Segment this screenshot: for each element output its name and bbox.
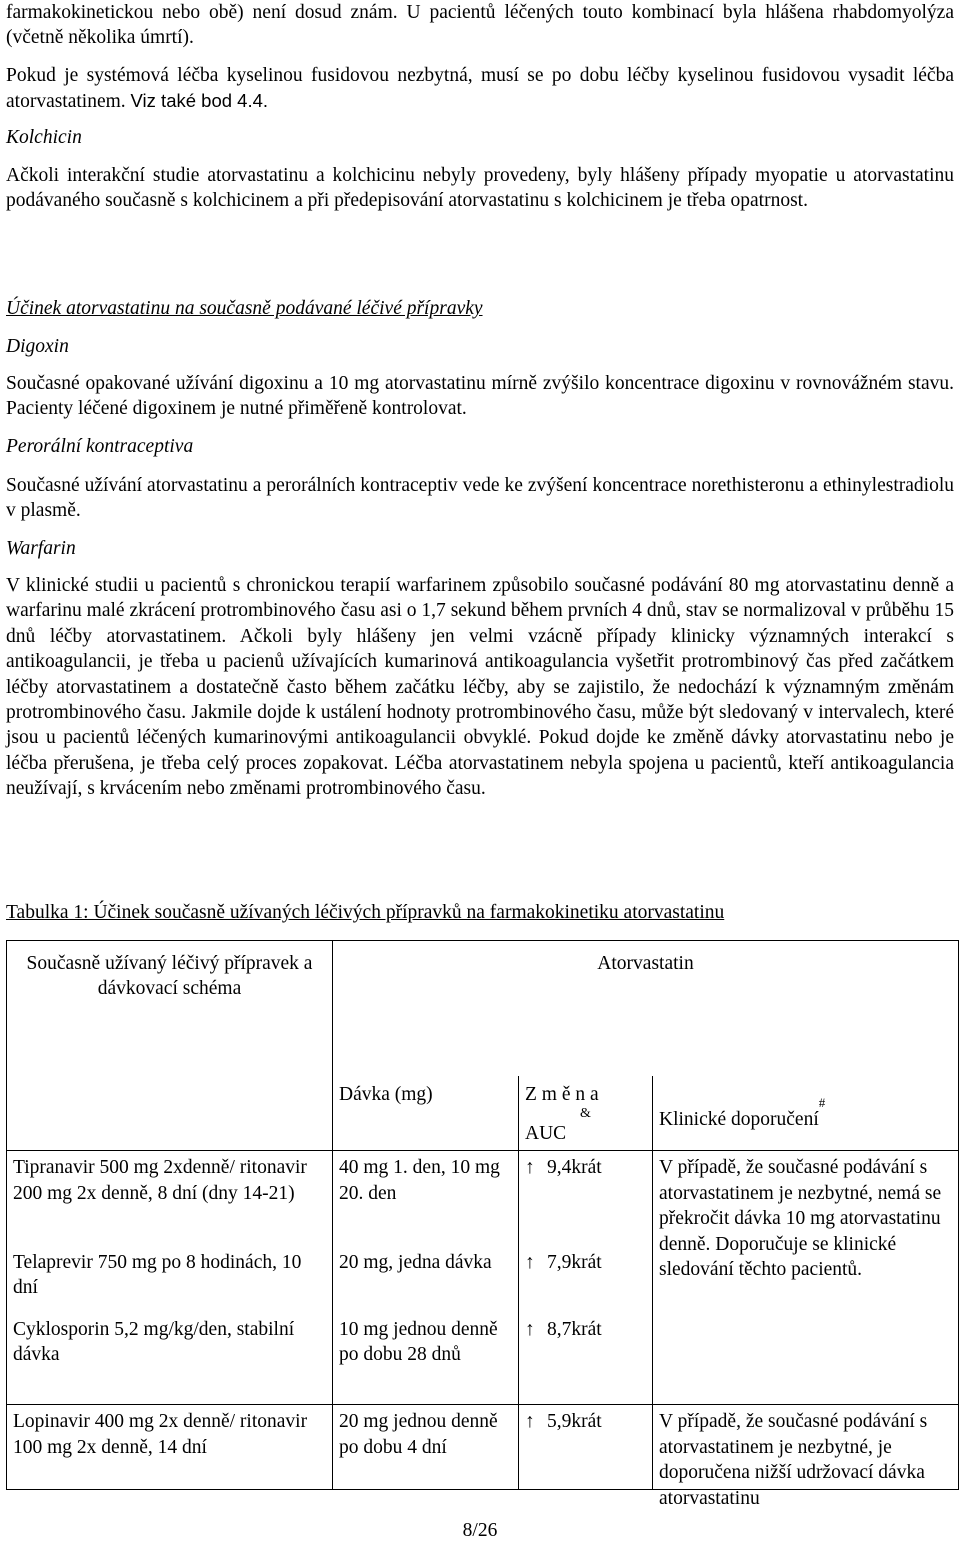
increase-arrow-icon: ↑ bbox=[525, 1251, 535, 1273]
header-dose: Dávka (mg) bbox=[333, 1076, 519, 1151]
header-change-label: Z m ě n a bbox=[525, 1083, 599, 1105]
row3-change-value: 8,7krát bbox=[547, 1318, 602, 1340]
row1-dose: 40 mg 1. den, 10 mg 20. den bbox=[333, 1151, 519, 1246]
table-caption: Tabulka 1: Účinek současně užívaných léčivých přípravků na farmakokinetiku atorvastatinu bbox=[6, 902, 725, 923]
rec-row4-text: V případě, že současné podávání s atorvastatinem je nezbytné, je doporučena nižší udržovací dávka atorvastatinu bbox=[659, 1411, 928, 1509]
paragraph-fusidic bbox=[6, 63, 954, 115]
heading-effect: Účinek atorvastatinu na současně podávané léčivé přípravky bbox=[6, 298, 483, 319]
header-recommendation-label: Klinické doporučení bbox=[659, 1108, 819, 1130]
row2-drug: Telaprevir 750 mg po 8 hodinách, 10 dní bbox=[7, 1246, 333, 1313]
table-row bbox=[7, 1405, 959, 1490]
increase-arrow-icon: ↑ bbox=[525, 1411, 535, 1433]
row1-change-value: 9,4krát bbox=[547, 1157, 602, 1179]
row4-change bbox=[519, 1405, 653, 1490]
rec-row4 bbox=[653, 1405, 959, 1509]
row4-change-value: 5,9krát bbox=[547, 1411, 602, 1433]
section-reference: Viz také bod 4.4. bbox=[130, 90, 269, 112]
paragraph-contraceptives: Současné užívání atorvastatinu a perorálních kontraceptiv vede ke zvýšení koncentrace norethisteronu a ethinylestradiolu v plasmě. bbox=[6, 475, 954, 522]
paragraph-kolchicin: Ačkoli interakční studie atorvastatinu a kolchicinu nebyly provedeny, byly hlášeny případy myopatie u atorvastatinu podávaného současně s kolchicinem a při předepisování atorvastatinu s kolchicinem je třeba opatrnost. bbox=[6, 165, 954, 212]
row1-drug: Tipranavir 500 mg 2xdenně/ ritonavir 200 mg 2x denně, 8 dní (dny 14-21) bbox=[7, 1151, 333, 1246]
header-change-sup: & bbox=[580, 1105, 591, 1121]
fusidic-text: Pokud je systémová léčba kyselinou fusidovou nezbytná, musí se po dobu léčby kyselinou fusidovou vysadit léčba atorvastatinem. bbox=[6, 65, 954, 113]
heading-digoxin: Digoxin bbox=[6, 336, 69, 357]
table-header-row bbox=[7, 941, 959, 1076]
row2-change bbox=[519, 1246, 653, 1313]
increase-arrow-icon: ↑ bbox=[525, 1157, 535, 1179]
row3-dose: 10 mg jednou denně po dobu 28 dnů bbox=[333, 1313, 519, 1405]
row3-drug: Cyklosporin 5,2 mg/kg/den, stabilní dávka bbox=[7, 1313, 333, 1405]
header-recommendation-sup: # bbox=[818, 1094, 826, 1110]
row2-change-value: 7,9krát bbox=[547, 1251, 602, 1273]
row3-change bbox=[519, 1313, 653, 1405]
header-change bbox=[519, 1076, 653, 1151]
increase-arrow-icon: ↑ bbox=[525, 1318, 535, 1340]
header-atorvastatin: Atorvastatin bbox=[333, 941, 959, 1076]
header-recommendation bbox=[653, 1076, 959, 1151]
row4-dose: 20 mg jednou denně po dobu 4 dní bbox=[333, 1405, 519, 1490]
paragraph-digoxin: Současné opakované užívání digoxinu a 10 mg atorvastatinu mírně zvýšilo koncentrace digoxinu v rovnovážném stavu. Pacienty léčené digoxinem je nutné přiměřeně kontrolovat. bbox=[6, 373, 954, 420]
row2-dose: 20 mg, jedna dávka bbox=[333, 1246, 519, 1313]
paragraph-warfarin: V klinické studii u pacientů s chronickou terapií warfarinem způsobilo současné podávání 80 mg atorvastatinu denně a warfarinu malé zkrácení protrombinového času asi o 1,7 sekund během prvních 4 dnů, stav se normalizoval v průběhu 15 dnů léčby atorvastatinem. Ačkoli byly hlášeny jen velmi vzácně případy klinicky významných interakcí s antikoagulancii, je třeba u pacienů užívajících kumarinová antikoagulancia vyšetřit protrombinový čas před začátkem léčby atorvastatinem a dostatečně často během začátku léčby, aby se zajistilo, že nedochází k významným změnám protrombinového času. Jakmile dojde k ustálení hodnoty protrombinového času, může být sledovaný v intervalech, které jsou u pacientů léčených kumarinovými antikoagulancii obvyklé. Pokud dojde ke změně dávky atorvastatinu nebo je léčba přerušena, je třeba celý proces zopakovat. Léčba atorvastatinem nebyla spojena u pacientů, kteří antikoagulancia neužívají, s krvácením nebo změnami protrombinového času. bbox=[6, 575, 954, 800]
paragraph-intro: farmakokinetickou nebo obě) není dosud znám. U pacientů léčených touto kombinací byla hlášena rhabdomyolýza (včetně několika úmrtí). bbox=[6, 2, 954, 49]
table-row bbox=[7, 1151, 959, 1246]
rec-group1: V případě, že současné podávání s atorvastatinem je nezbytné, nemá se překročit dávka 10 mg atorvastatinu denně. Doporučuje se klinické sledování těchto pacientů. bbox=[653, 1151, 959, 1405]
interaction-table bbox=[6, 940, 959, 1509]
heading-kolchicin: Kolchicin bbox=[6, 127, 82, 148]
heading-contraceptives: Perorální kontraceptiva bbox=[6, 436, 194, 457]
row4-drug: Lopinavir 400 mg 2x denně/ ritonavir 100 mg 2x denně, 14 dní bbox=[7, 1405, 333, 1490]
header-auc: AUC bbox=[525, 1122, 567, 1144]
row1-change bbox=[519, 1151, 653, 1246]
header-drug: Současně užívaný léčivý přípravek a dávkovací schéma bbox=[7, 941, 333, 1151]
heading-warfarin: Warfarin bbox=[6, 538, 76, 559]
page-number: 8/26 bbox=[462, 1520, 498, 1541]
